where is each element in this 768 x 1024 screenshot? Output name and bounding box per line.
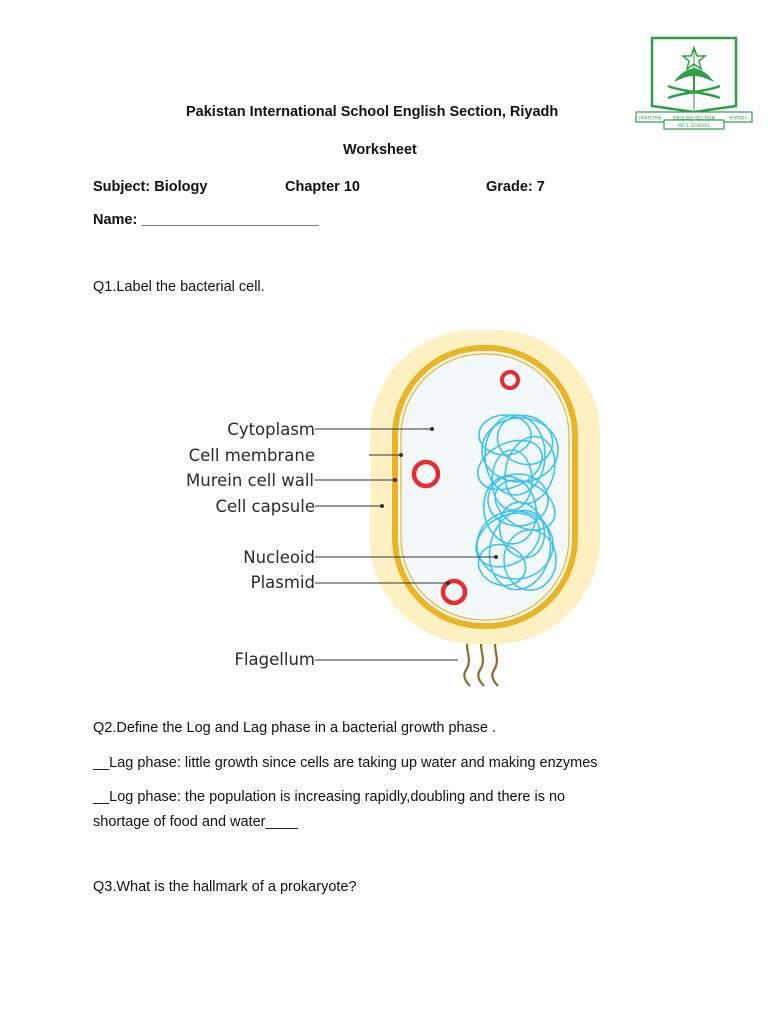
logo-ribbon-bottom: INT'L SCHOOL	[677, 124, 711, 129]
question-1: Q1.Label the bacterial cell.	[93, 279, 265, 295]
lag-phase-answer: __Lag phase: little growth since cells are taking up water and making enzymes	[93, 755, 598, 771]
name-field: Name: ______________________	[93, 212, 319, 228]
logo-ribbon-center: ENGLISH SECTION	[673, 116, 715, 122]
chapter-label: Chapter 10	[285, 179, 360, 195]
subject-label: Subject: Biology	[93, 179, 208, 195]
school-name: Pakistan International School English Section, Riyadh	[186, 104, 559, 120]
worksheet-title: Worksheet	[343, 142, 417, 158]
label-cell-capsule: Cell capsule	[215, 497, 315, 516]
bacterial-cell-diagram	[170, 330, 610, 690]
label-cytoplasm: Cytoplasm	[227, 420, 315, 439]
label-flagellum: Flagellum	[234, 650, 315, 669]
question-3: Q3.What is the hallmark of a prokaryote?	[93, 879, 357, 895]
question-2: Q2.Define the Log and Lag phase in a bacterial growth phase .	[93, 720, 497, 736]
label-plasmid: Plasmid	[250, 573, 315, 592]
logo-ribbon-right: RIYADH	[729, 116, 747, 122]
grade-label: Grade: 7	[486, 179, 545, 195]
school-logo	[634, 34, 754, 130]
log-phase-answer-line2: shortage of food and water____	[93, 814, 298, 830]
logo-ribbon-left: PAKISTAN	[639, 116, 661, 122]
label-murein-cell-wall: Murein cell wall	[186, 471, 314, 490]
label-nucleoid: Nucleoid	[243, 548, 315, 567]
label-cell-membrane: Cell membrane	[188, 446, 315, 465]
log-phase-answer-line1: __Log phase: the population is increasing rapidly,doubling and there is no	[93, 789, 566, 805]
